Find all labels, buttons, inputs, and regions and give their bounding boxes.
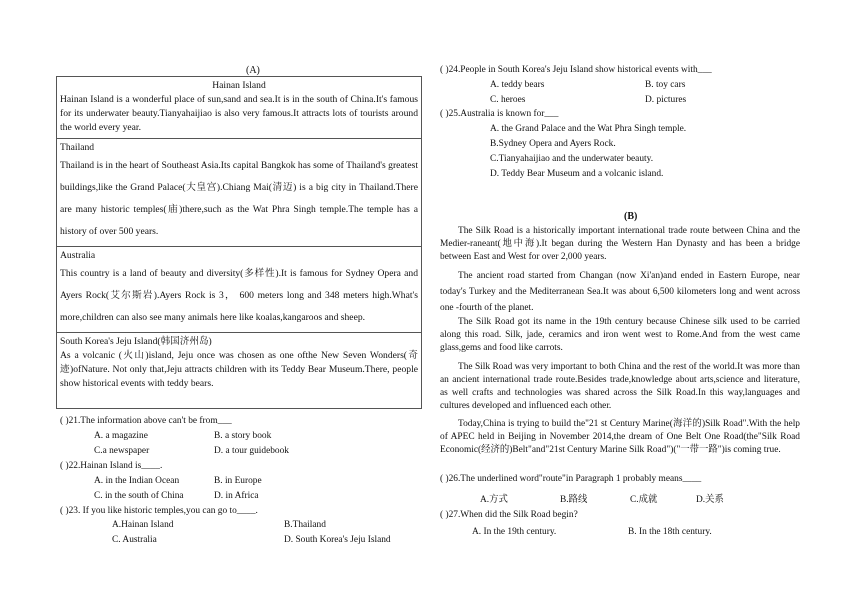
info-table xyxy=(56,76,422,409)
option-b[interactable]: B.Sydney Opera and Ayers Rock. xyxy=(490,139,616,149)
option-d[interactable]: D. South Korea's Jeju Island xyxy=(284,535,391,545)
paragraph-2: The ancient road started from Changan (now Xi'an)and ended in Eastern Europe, near today's Turkey and the Mediterranean Sea.It was about 6,500 kilometers long and went across one -fourth of the planet. xyxy=(440,271,800,313)
table-row xyxy=(57,247,422,333)
cell-jeju xyxy=(57,333,422,409)
option-c[interactable]: C.成就 xyxy=(630,495,658,505)
option-d[interactable]: D. a tour guidebook xyxy=(214,446,289,456)
section-b-title: (B) xyxy=(624,211,638,222)
option-b[interactable]: B. toy cars xyxy=(645,80,686,90)
cell-head: Hainan Island xyxy=(212,80,266,91)
cell-body: As a volcanic (火山)island, Jeju once was chosen as one ofthe New Seven Wonders(奇迹)ofNature. Not only that,Jeju attracts children with its Teddy Bear Museum.There, people show historical events with teddy bears. xyxy=(60,350,418,389)
paragraph-5: Today,China is trying to build the"21 st Century Marine(海洋的)Silk Road".With the help of APEC held in Beijing in November 2014,the dream of One Belt One Road(the"Silk Road Economic(经济的)Belt"and"21st Century Marine Silk Road")("一带一路")is coming true. xyxy=(440,419,800,455)
option-a[interactable]: A. teddy bears xyxy=(490,80,545,90)
question-25: ( )25.Australia is known for___ xyxy=(440,109,559,119)
option-c[interactable]: C.a newspaper xyxy=(94,446,150,456)
option-c[interactable]: C. Australia xyxy=(112,535,157,545)
option-a[interactable]: A. the Grand Palace and the Wat Phra Singh temple. xyxy=(490,124,687,134)
paragraph-3: The Silk Road got its name in the 19th century because Chinese silk used to be carried along this road. Silk, jade, ceramics and iron went west to Rome.And from the west came glass,gems and food like carrots. xyxy=(440,317,800,353)
option-d[interactable]: D. Teddy Bear Museum and a volcanic island. xyxy=(490,169,664,179)
cell-australia xyxy=(57,247,422,333)
option-c[interactable]: C. in the south of China xyxy=(94,491,184,501)
question-27: ( )27.When did the Silk Road begin? xyxy=(440,510,578,520)
section-a-title: (A) xyxy=(246,65,260,76)
question-26: ( )26.The underlined word"route"in Paragraph 1 probably means____ xyxy=(440,474,702,484)
option-a[interactable]: A.Hainan Island xyxy=(112,520,174,530)
question-21: ( )21.The information above can't be from___ xyxy=(60,416,232,426)
question-24: ( )24.People in South Korea's Jeju Island show historical events with___ xyxy=(440,65,712,75)
paragraph-4: The Silk Road was very important to both China and the rest of the world.It was more than an ancient international trade route.Besides trade,knowledge about arts,science and literature, as well crafts and technologies was shared across the Silk Road.In this way,languages and cultures developed and influenced each other. xyxy=(440,362,800,411)
cell-head: Australia xyxy=(60,250,96,261)
option-b[interactable]: B. a story book xyxy=(214,431,272,441)
cell-head: Thailand xyxy=(60,142,95,153)
table-row xyxy=(57,77,422,139)
option-b[interactable]: B. In the 18th century. xyxy=(628,527,712,537)
option-a[interactable]: A.方式 xyxy=(480,495,508,505)
option-c[interactable]: C.Tianyahaijiao and the underwater beauty. xyxy=(490,154,654,164)
option-a[interactable]: A. a magazine xyxy=(94,431,148,441)
table-row xyxy=(57,139,422,247)
cell-head: South Korea's Jeju Island(韩国济州岛) xyxy=(60,336,212,347)
option-b[interactable]: B.Thailand xyxy=(284,520,326,530)
option-b[interactable]: B. in Europe xyxy=(214,476,262,486)
option-d[interactable]: D.关系 xyxy=(696,495,724,505)
option-d[interactable]: D. pictures xyxy=(645,95,687,105)
option-a[interactable]: A. In the 19th century. xyxy=(472,527,557,537)
cell-body: Thailand is in the heart of Southeast Asia.Its capital Bangkok has some of Thailand's greatest buildings,like the Grand Palace(大皇宫).Chiang Mai(清迈) is a big city in Thailand.There are many historic temples(庙)there,such as the Wat Phra Singh temple.The temple has a history of over 500 years. xyxy=(60,160,418,237)
question-23: ( )23. If you like historic temples,you can go to____. xyxy=(60,506,258,516)
option-c[interactable]: C. heroes xyxy=(490,95,526,105)
cell-thailand xyxy=(57,139,422,247)
cell-hainan xyxy=(57,77,422,139)
question-22: ( )22.Hainan Island is____. xyxy=(60,461,163,471)
option-a[interactable]: A. in the Indian Ocean xyxy=(94,476,180,486)
cell-body: This country is a land of beauty and diversity(多样性).It is famous for Sydney Opera and Ayers Rock(艾尔斯岩).Ayers Rock is 3， 600 meters long and 348 meters high.What's more,children can also see many animals here like koalas,kangaroos and sheep. xyxy=(60,268,418,323)
cell-body: Hainan Island is a wonderful place of sun,sand and sea.It is in the south of China.It's famous for its underwater beauty.Tianyahaijiao is also very famous.It attracts lots of tourists around the world every year. xyxy=(60,94,418,133)
option-d[interactable]: D. in Africa xyxy=(214,491,259,501)
option-b[interactable]: B.路线 xyxy=(560,495,588,505)
paragraph-1: The Silk Road is a historically important international trade route between China and the Medier-raneant(地中海).It began during the Western Han Dynasty and has been a bridge between East and West for over 2,000 years. xyxy=(440,226,800,262)
table-row xyxy=(57,333,422,409)
